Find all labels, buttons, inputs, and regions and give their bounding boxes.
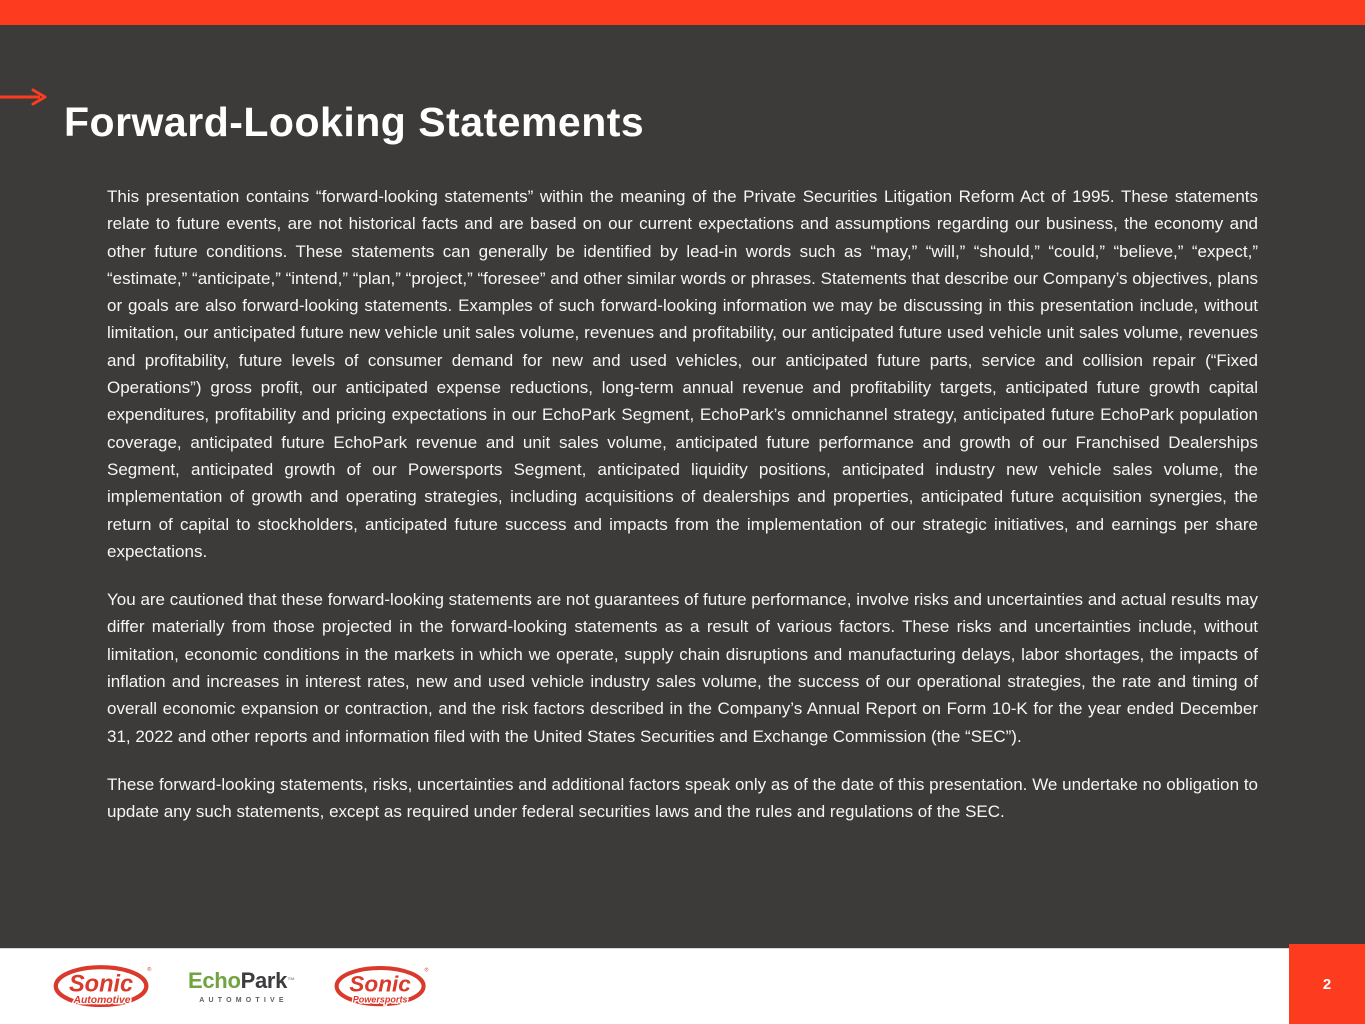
- echopark-logo: [188, 969, 295, 1004]
- page-title: Forward-Looking Statements: [64, 99, 645, 146]
- sonic-powersports-wordmark: Sonic: [349, 971, 411, 997]
- echopark-wordmark-park: Park: [240, 968, 288, 993]
- echopark-wordmark-echo: Echo: [188, 968, 241, 993]
- slide-body: [107, 183, 1258, 826]
- sonic-automotive-trademark: ®: [147, 966, 152, 973]
- sonic-powersports-logo: [333, 963, 429, 1011]
- page-number: 2: [1322, 975, 1332, 993]
- sonic-powersports-trademark: ®: [424, 967, 429, 974]
- echopark-trademark: ™: [287, 976, 295, 985]
- paragraph-forward-looking-definition: This presentation contains “forward-looking statements” within the meaning of the Private Securities Litigation Reform Act of 1995. These statements relate to future events, are not historical facts and are based on our current expectations and assumptions regarding our business, the economy and other future conditions. These statements can generally be identified by lead-in words such as “may,” “will,” “should,” “could,” “believe,” “expect,” “estimate,” “anticipate,” “intend,” “plan,” “project,” “foresee” and other similar words or phrases. Statements that describe our Company’s objectives, plans or goals are also forward-looking statements. Examples of such forward-looking information we may be discussing in this presentation include, without limitation, our anticipated future new vehicle unit sales volume, revenues and profitability, our anticipated future used vehicle unit sales volume, revenues and profitability, future levels of consumer demand for new and used vehicles, our anticipated future parts, service and collision repair (“Fixed Operations”) gross profit, our anticipated expense reductions, long-term annual revenue and profitability targets, anticipated future growth capital expenditures, profitability and pricing expectations in our EchoPark Segment, EchoPark’s omnichannel strategy, anticipated future EchoPark population coverage, anticipated future EchoPark revenue and unit sales volume, anticipated future performance and growth of our Franchised Dealerships Segment, anticipated growth of our Powersports Segment, anticipated liquidity positions, anticipated industry new vehicle sales volume, the implementation of growth and operating strategies, including acquisitions of dealerships and properties, anticipated future acquisition synergies, the return of capital to stockholders, anticipated future success and impacts from the implementation of our strategic initiatives, and earnings per share expectations.: [107, 187, 1258, 561]
- paragraph-risk-caution: You are cautioned that these forward-looking statements are not guarantees of future performance, involve risks and uncertainties and actual results may differ materially from those projected in the forward-looking statements as a result of various factors. These risks and uncertainties include, without limitation, economic conditions in the markets in which we operate, supply chain disruptions and manufacturing delays, labor shortages, the impacts of inflation and increases in interest rates, new and used vehicle industry sales volume, the success of our operational strategies, the rate and timing of overall economic expansion or contraction, and the risk factors described in the Company’s Annual Report on Form 10-K for the year ended December 31, 2022 and other reports and information filed with the United States Securities and Exchange Commission (the “SEC”).: [107, 590, 1258, 746]
- sonic-powersports-subtext: Powersports: [352, 993, 408, 1004]
- paragraph-no-obligation: These forward-looking statements, risks, uncertainties and additional factors speak only as of the date of this presentation. We undertake no obligation to update any such statements, except as required under federal securities laws and the rules and regulations of the SEC.: [107, 774, 1258, 822]
- title-arrow-icon: [0, 86, 50, 108]
- sonic-automotive-subtext: Automotive: [73, 994, 131, 1006]
- sonic-automotive-wordmark: Sonic: [68, 970, 134, 997]
- footer-bar: [0, 948, 1365, 1024]
- echopark-subtext: AUTOMOTIVE: [199, 997, 288, 1004]
- page-number-badge: [1289, 944, 1365, 1024]
- sonic-automotive-logo: [52, 963, 152, 1011]
- top-accent-bar: [0, 0, 1365, 25]
- echopark-wordmark: [188, 969, 295, 993]
